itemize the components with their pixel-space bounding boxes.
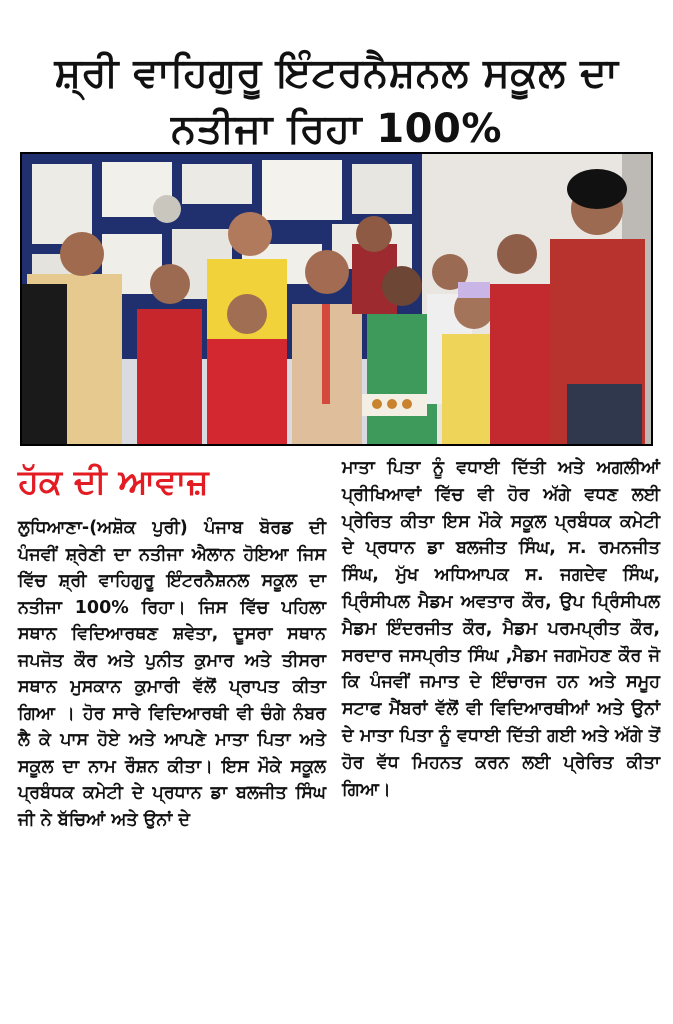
- headline: [0, 45, 673, 157]
- masthead: ਹੱਕ ਦੀ ਆਵਾਜ਼: [18, 462, 209, 502]
- headline-line-2: ਨਤੀਜਾ ਰਿਹਾ 100%: [171, 105, 502, 152]
- article-text-column-1: ਲੁਧਿਆਣਾ-(ਅਸ਼ੋਕ ਪੁਰੀ) ਪੰਜਾਬ ਬੋਰਡ ਦੀ ਪੰਜਵੀਂ ਸ਼੍ਰੇਣੀ ਦਾ ਨਤੀਜਾ ਐਲਾਨ ਹੋਇਆ ਜਿਸ ਵਿੱਚ ਸ਼੍ਰੀ ਵਾਹਿਗੁਰੂ ਇੰਟਰਨੈਸ਼ਨਲ ਸਕੂਲ ਦਾ ਨਤੀਜਾ 100% ਰਿਹਾ। ਜਿਸ ਵਿੱਚ ਪਹਿਲਾ ਸਥਾਨ ਵਿਦਿਆਰਥਣ ਸ਼ਵੇਤਾ, ਦੂਸਰਾ ਸਥਾਨ ਜਪਜੋਤ ਕੌਰ ਅਤੇ ਪੁਨੀਤ ਕੁਮਾਰ ਅਤੇ ਤੀਸਰਾ ਸਥਾਨ ਮੁਸਕਾਨ ਕੁਮਾਰੀ ਵੱਲੋਂ ਪ੍ਰਾਪਤ ਕੀਤਾ ਗਿਆ । ਹੋਰ ਸਾਰੇ ਵਿਦਿਆਰਥੀ ਵੀ ਚੰਗੇ ਨੰਬਰ ਲੈ ਕੇ ਪਾਸ ਹੋਏ ਅਤੇ ਆਪਣੇ ਮਾਤਾ ਪਿਤਾ ਅਤੇ ਸਕੂਲ ਦਾ ਨਾਮ ਰੌਸ਼ਨ ਕੀਤਾ। ਇਸ ਮੌਕੇ ਸਕੂਲ ਪ੍ਰਬੰਧਕ ਕਮੇਟੀ ਦੇ ਪ੍ਰਧਾਨ ਡਾ ਬਲਜੀਤ ਸਿੰਘ ਜੀ ਨੇ ਬੱਚਿਆਂ ਅਤੇ ਉਨਾਂ ਦੇ: [18, 518, 326, 830]
- article-column-left: [18, 455, 326, 833]
- article-text-column-2: ਮਾਤਾ ਪਿਤਾ ਨੂੰ ਵਧਾਈ ਦਿੱਤੀ ਅਤੇ ਅਗਲੀਆਂ ਪ੍ਰੀਖਿਆਵਾਂ ਵਿੱਚ ਵੀ ਹੋਰ ਅੱਗੇ ਵਧਣ ਲਈ ਪ੍ਰੇਰਿਤ ਕੀਤਾ ਇਸ ਮੌਕੇ ਸਕੂਲ ਪ੍ਰਬੰਧਕ ਕਮੇਟੀ ਦੇ ਪ੍ਰਧਾਨ ਡਾ ਬਲਜੀਤ ਸਿੰਘ, ਸ. ਰਮਨਜੀਤ ਸਿੰਘ, ਮੁੱਖ ਅਧਿਆਪਕ ਸ. ਜਗਦੇਵ ਸਿੰਘ, ਪ੍ਰਿੰਸੀਪਲ ਮੈਡਮ ਅਵਤਾਰ ਕੌਰ, ਉਪ ਪ੍ਰਿੰਸੀਪਲ ਮੈਡਮ ਇੰਦਰਜੀਤ ਕੌਰ, ਮੈਡਮ ਪਰਮਪ੍ਰੀਤ ਕੌਰ, ਸਰਦਾਰ ਜਸਪ੍ਰੀਤ ਸਿੰਘ ,ਮੈਡਮ ਜਗਮੋਹਣ ਕੌਰ ਜੋ ਕਿ ਪੰਜਵੀਂ ਜਮਾਤ ਦੇ ਇੰਚਾਰਜ ਹਨ ਅਤੇ ਸਮੂਹ ਸਟਾਫ ਮੈਂਬਰਾਂ ਵੱਲੋਂ ਵੀ ਵਿਦਿਆਰਥੀਆਂ ਅਤੇ ਉਨਾਂ ਦੇ ਮਾਤਾ ਪਿਤਾ ਨੂੰ ਵਧਾਈ ਦਿੱਤੀ ਗਈ ਅਤੇ ਅੱਗੇ ਤੋਂ ਹੋਰ ਵੱਧ ਮਿਹਨਤ ਕਰਨ ਲਈ ਪ੍ਰੇਰਿਤ ਕੀਤਾ ਗਿਆ।: [342, 458, 660, 800]
- headline-line-1: ਸ਼੍ਰੀ ਵਾਹਿਗੁਰੂ ਇੰਟਰਨੈਸ਼ਨਲ ਸਕੂਲ ਦਾ: [54, 49, 619, 96]
- news-photo: [20, 152, 653, 446]
- article-column-right: [342, 455, 660, 803]
